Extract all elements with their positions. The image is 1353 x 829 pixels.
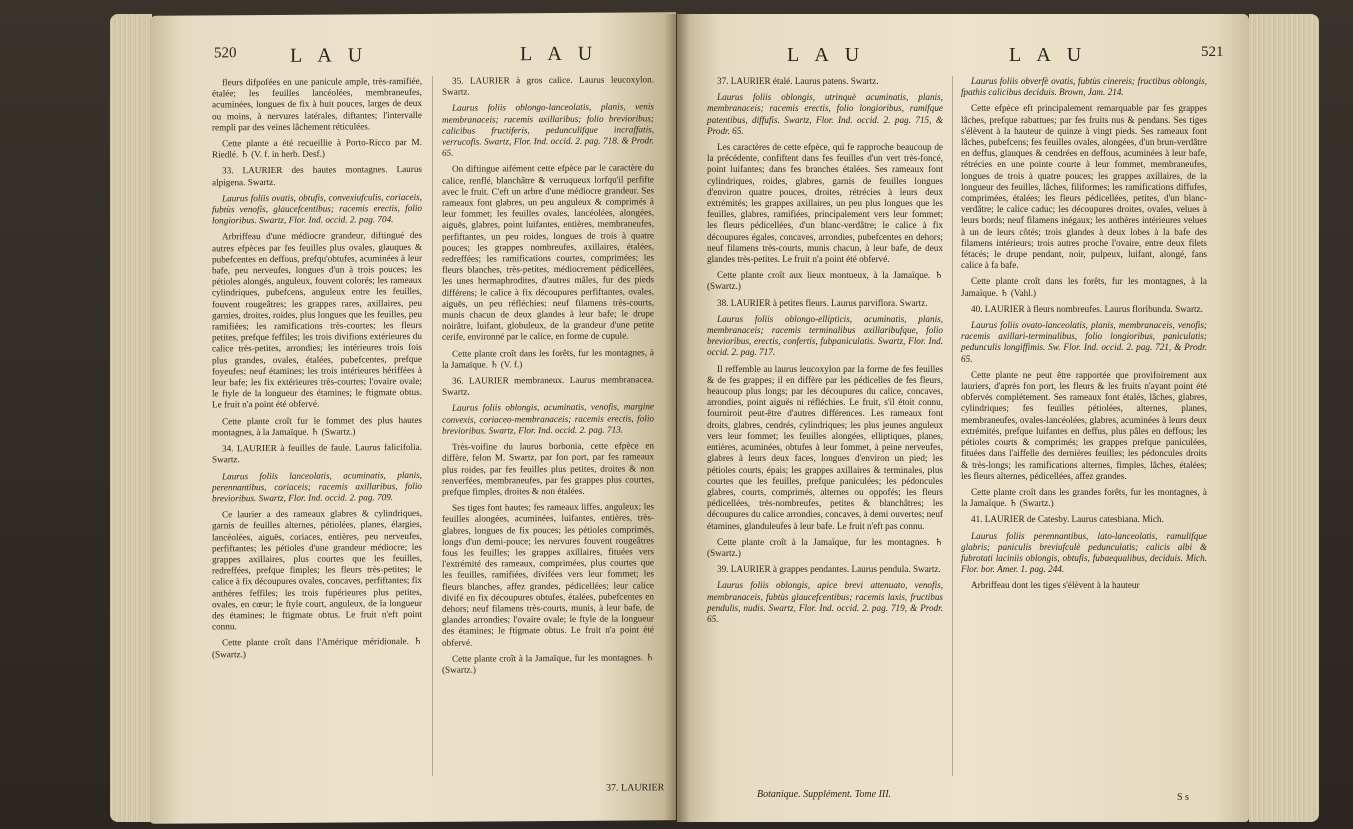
description-paragraph: Les caractères de cette efpèce, qui fe rapproche beaucoup de la précédente, confiftent dans fes feuilles d'un vert très-foncé, point luifantes; dans fes branches étalées. Ses rameaux font cylindriques, roides, glabres, garnis de feuilles longues d'environ quatre pouces, droites, rétrécies à leurs deux extrémités; les grappes axillaires, un peu plus longues que les feuilles, glabres, ramifiées, principalement vers leur fommet; les fleurs pédicellées, d'un blanc-verdâtre; le calice à fix découpures égales, concaves, arrondies, pubefcentes en dehors; neuf filamens très-courts, munis chacun, à leur bafe, de deux glandes très-petites. Le fruit n'a point été obfervé. [707, 142, 943, 265]
description-paragraph: Il reffemble au laurus leucoxylon par la forme de fes feuilles & de fes grappes; il en diffère par les pédicelles de fes fleurs, beaucoup plus longs; par les découpures du calice, concaves, arrondies, point aiguës ni réfléchies. Le fruit, s'il étoit connu, fourniroit peut-être d'autres différences. Les rameaux font droits, glabres, cendrés, cylindriques; les plus jeunes anguleux vers leur fommet; les feuilles alongées, elliptiques, planes, entières, acuminées, obtufes à leur fommet, à peine nerveufes, glabres à leurs deux faces, longues d'environ un pied; les pétioles courts, épais; les grappes axillaires & terminales, plus courtes que les feuilles, prefque paniculées; les pédoncules glabres, courts, comprimés, alternes ou oppofés; les fleurs pédicellées, très-nombreufes, petites & blanchâtres; les découpures du calice arrondies, concaves, à demi ouvertes; neuf étamines, glanduleufes à leur bafe. Le fruit n'eft pas connu. [707, 363, 943, 531]
species-entry-heading: 39. LAURIER à grappes pendantes. Laurus pendula. Swartz. [717, 564, 941, 575]
left-running-head-1: L A U [290, 44, 369, 67]
description-paragraph: Cette plante croît à la Jamaïque, fur les montagnes. ♄ (Swartz.) [707, 536, 943, 558]
signature-mark: S s [1177, 792, 1189, 803]
right-page-edges [1249, 14, 1319, 822]
description-paragraph: Cette plante croît aux lieux montueux, à la Jamaïque. ♄ (Swartz.) [707, 270, 943, 292]
right-column-2 [961, 76, 1207, 597]
right-column-1 [707, 76, 943, 630]
description-paragraph: Arbriffeau d'une médiocre grandeur, diftingué des autres efpèces par fes feuilles plus ovales, glauques & pubefcentes en deffous, prefqu'obtufes, acuminées à leur bafe, peu nerveufes, longues d'un à trois pouces; les pétioles alongés, anguleux, fouvent colorés; les rameaux cylindriques, pubefcens, anguleux entre les feuilles, fouvent rougeâtres; les grappes rares, axillaires, peu garnies, droites, roides, plus longues que les feuilles, peu ramifiées; les ramifications très-courtes; les fleurs petites, prefque feffiles; les trois divifions extérieures du calice très-petites, arrondies; les intérieures trois fois plus grandes, ovales, étalées, pubefcentes, prefque foyeufes; neuf étamines; les trois intérieures hériffées à leur bafe; les fix extérieures très-courtes; l'ovaire ovale; le ftyle de la longueur des étamines; le ftigmate obtus. Le fruit n'a point été obfervé. [212, 230, 422, 410]
latin-diagnosis: Laurus foliis oblongis, acuminatis, venofis, margine convexis, coriaceo-membranaceis; racemis erectis, folio brevioribus. Swartz, Flor. Ind. occid. 2. pag. 713. [442, 401, 654, 436]
latin-diagnosis: Laurus foliis obverfè ovatis, fubtùs cinereis; fructibus oblongis, fpathis calicibus deciduis. Brown, Jam. 214. [961, 76, 1207, 98]
latin-diagnosis: Laurus foliis oblongo-ellipticis, acuminatis, planis, membranaceis; racemis terminalibus axillaribufque, folio brevioribus, erectis, confertis, fubpaniculatis. Swartz, Flor. Ind. occid. 2. pag. 717. [707, 313, 943, 358]
catchword: 37. LAURIER [606, 782, 665, 794]
page-footer: Botanique. Supplément. Tome III. [757, 789, 892, 800]
description-paragraph: Ses tiges font hautes; fes rameaux liffes, anguleux; les feuilles alongées, acuminées, luifantes, entières, très-glabres, longues de fix pouces; les pétioles comprimés, longs d'un demi-pouce; les nervures fouvent rougeâtres fous les feuilles; les grappes axillaires, fituées vers l'extrémité des rameaux, comprimées, plus courtes que les feuilles, ramifiées, divifées vers leur fommet; les fleurs blanches, affez grandes, pédicellées; leur calice divifé en fix découpures obtufes, étalées, pubefcentes en dehors; neuf filamens très-courts, munis, à leur bafe, de glandes arrondies; l'ovaire ovale; le ftyle de la longueur des étamines; le ftigmate obtus. Le fruit n'a point été obfervé. [442, 501, 654, 648]
left-page-edges [110, 14, 152, 822]
species-entry-heading: 34. LAURIER à feuilles de faule. Laurus falicifolia. Swartz. [212, 442, 422, 465]
left-column-2 [442, 74, 654, 681]
latin-diagnosis: Laurus foliis ovatis, obtufis, convexiufculis, coriaceis, fubtùs venofis, glaucefcentibus; racemis erectis, folio longioribus. Swartz, Flor. Ind. occid. 2. pag. 704. [212, 191, 422, 226]
left-page [150, 12, 676, 824]
description-paragraph: Cette plante croît dans les grandes forêts, fur les montagnes, à la Jamaïque. ♄ (Swartz.) [961, 486, 1207, 509]
species-entry-heading: 41. LAURIER de Catesby. Laurus catesbiana. Mich. [971, 514, 1164, 525]
left-column-rule [432, 76, 433, 776]
species-entry-heading: 36. LAURIER membraneux. Laurus membranacea. Swartz. [442, 374, 654, 398]
latin-diagnosis: Laurus foliis oblongo-lanceolatis, planis, venis membranaceis; racemis axillaribus; folio brevioribus; calicibus fructiferis, pedunculifque incraffatis, verrucofis. Swartz, Flor. Ind. occid. 2. pag. 718. & Prodr. 65. [442, 101, 654, 159]
description-paragraph: fleurs difpofées en une panicule ample, très-ramifiée, étalée; les feuilles lancéolées, membraneufes, acuminées, longues de fix à huit pouces, larges de deux ou moins, à nervures latérales, diftantes; l'intervalle rempli par des veines lâchement réticulées. [212, 75, 422, 133]
latin-diagnosis: Laurus foliis oblongis, utrinquè acuminatis, planis, membranaceis; racemis erectis, folio longioribus, ramifque patentibus, diffufis. Swartz, Flor. Ind. occid. 2. pag. 715, & Prodr. 65. [707, 92, 943, 136]
description-paragraph: On diftingue aifément cette efpèce par le caractère du calice, renflé, blanchâtre & verruqueux lorfqu'il perfifte avec le fruit. C'eft un arbre d'une médiocre grandeur. Ses rameaux font glabres, un peu anguleux & comprimés à leur fommet; les feuilles ovales, lancéolées, alongées, aiguës, glabres, point luifantes, entières, membraneufes, perfiftantes, un peu roides, longues de trois à quatre pouces; les grappes nombreufes, axillaires, étalées, redreffées; les ramifications courtes, comprimées; les fleurs blanches, très-petites, médiocrement pédicellées, les unes hermaphrodites, d'autres mâles, fur des pieds différens; le calice à fix découpures perfiftantes, ovales, aiguës, un peu réfléchies; neuf filamens très-courts, munis chacun de deux glandes à leur bafe; le drupe noirâtre, luifant, globuleux, de la grandeur d'une petite cerife, environné par le calice, en forme de cupule. [442, 162, 654, 343]
left-running-head-2: L A U [520, 42, 599, 66]
right-column-rule [952, 76, 953, 776]
description-paragraph: Cette plante croît à la Jamaïque, fur les montagnes. ♄ (Swartz.) [442, 652, 654, 675]
description-paragraph: Arbriffeau dont les tiges s'élèvent à la hauteur [971, 580, 1140, 591]
right-page [677, 14, 1249, 822]
description-paragraph: Cette plante croît dans les forêts, fur les montagnes, à la Jamaïque. ♄ (Vahl.) [961, 276, 1207, 298]
species-entry-heading: 40. LAURIER à fleurs nombreufes. Laurus floribunda. Swartz. [971, 303, 1203, 314]
latin-diagnosis: Laurus foliis oblongis, apice brevi attenuato, venofis, membranaceis, fubtùs glaucefcentibus; racemis laxis, fructibus pendulis, nudis. Swartz, Flor. Ind. occid. 2. pag. 719, & Prodr. 65. [707, 580, 943, 624]
right-running-head-2: L A U [1009, 44, 1088, 66]
description-paragraph: Ce laurier a des rameaux glabres & cylindriques, garnis de feuilles alternes, pétiolées, planes, élargies, lancéolées, aiguës, coriaces, entières, peu nerveufes, perfiftantes; les pétioles d'une grandeur médiocre; les grappes axillaires, plus courtes que les feuilles, redreffées, prefque fimples; les fleurs très-petites; le calice à fix découpures ovales, concaves, perfiftantes; fix anthères feffiles; les trois fupérieures plus petites, ovales, en cœur; le ftyle court, anguleux, de la longueur des étamines; le ftigmate obtus. Le fruit n'eft point connu. [212, 508, 422, 632]
species-entry-heading: 33. LAURIER des hautes montagnes. Laurus alpigena. Swartz. [212, 164, 422, 188]
latin-diagnosis: Laurus foliis ovato-lanceolatis, planis, membranaceis, venofis; racemis axillari-terminalibus, folio longioribus, paniculatis; pedunculis longiffimis. Sw. Flor. Ind. occid. 2. pag. 721, & Prodr. 65. [961, 320, 1207, 364]
description-paragraph: Cette plante croît fur le fommet des plus hautes montagnes, à la Jamaïque. ♄ (Swartz.) [212, 414, 422, 438]
description-paragraph: Cette plante a été recueillie à Porto-Ricco par M. Riedlé. ♄ (V. f. in herb. Desf.) [212, 136, 422, 160]
description-paragraph: Cette plante ne peut être rapportée que provifoirement aux lauriers, d'après fon port, les fleurs & les fruits n'ayant point été obfervés complétement. Ses rameaux font étalés, lâches, glabres, cylindriques; fes feuilles pétiolées, alternes, planes, membraneufes, ovales-lancéolées, glabres, acuminées à leurs deux extrémités, prefque luifantes en deffus, plus pâles en deffous; les pétioles courts & comprimés; les grappes prefque paniculées, fituées dans l'aiffelle des dernières feuilles; les pédoncules droits & très-longs; les ramifications alternes, fimples, lâches, étalées; les fleurs alternes, pédicellées, affez grandes. [961, 369, 1207, 481]
description-paragraph: Très-voifine du laurus borbonia, cette efpèce en diffère, felon M. Swartz, par fon port, par fes rameaux plus roides, par fes feuilles plus petites, droites & non renverfées, membraneufes, par fes grappes plus courtes, prefque fimples, droites & non étalées. [442, 440, 654, 497]
right-running-head-1: L A U [787, 44, 866, 66]
left-page-number: 520 [214, 45, 237, 62]
description-paragraph: Cette efpèce eft principalement remarquable par fes grappes lâches, prefque rabattues; par fes fruits nus & pendans. Ses tiges s'élèvent à la hauteur de quinze à vingt pieds. Ses rameaux font lâches, pubefcens; fes feuilles ovales, alongées, d'un brun-verdâtre en deffus, glauques & cendrées en deffous, acuminées à leur bafe, rétrécies en une pointe courte à leur fommet, membraneufes, longues de trois à quatre pouces; les grappes axillaires, de la longueur des feuilles, lâches, filiformes; les ramifications diffufes, comprimées, étalées; les fleurs pédicellées, petites, d'un blanc-verdâtre; le calice caduc; les découpures droites, ovales, velues à leurs bords; neuf filamens inégaux; les anthères intérieures velues à un de leurs côtés; trois glandes à deux lobes à la bafe des filamens intérieurs; trois autres proche l'ovaire, entre deux filets fétacés; le drupe pendant, noir, pulpeux, luifant, alongé, fans calice à fa bafe. [961, 103, 1207, 271]
left-column-1 [212, 76, 422, 665]
latin-diagnosis: Laurus foliis lanceolatis, acuminatis, planis, perennantibus, coriaceis; racemis axillaribus, folio brevioribus. Swartz, Flor. Ind. occid. 2. pag. 709. [212, 469, 422, 504]
species-entry-heading: 35. LAURIER à gros calice. Laurus leucoxylon. Swartz. [442, 74, 654, 98]
species-entry-heading: 37. LAURIER étalé. Laurus patens. Swartz. [717, 76, 879, 86]
description-paragraph: Cette plante croît dans l'Amérique méridionale. ♄ (Swartz.) [212, 636, 422, 659]
right-page-number: 521 [1201, 44, 1224, 60]
description-paragraph: Cette plante croît dans les forêts, fur les montagnes, à la Jamaïque. ♄ (V. f.) [442, 346, 654, 370]
species-entry-heading: 38. LAURIER à petites fleurs. Laurus parviflora. Swartz. [717, 297, 928, 308]
latin-diagnosis: Laurus foliis perennantibus, lato-lanceolatis, ramulifque glabris; paniculis breviufculè pedunculatis; calicis albi & fubrotati laciniis oblongis, obtufis, fubaequalibus, deciduis. Mich. Flor. bor. Amer. 1. pag. 244. [961, 530, 1207, 575]
